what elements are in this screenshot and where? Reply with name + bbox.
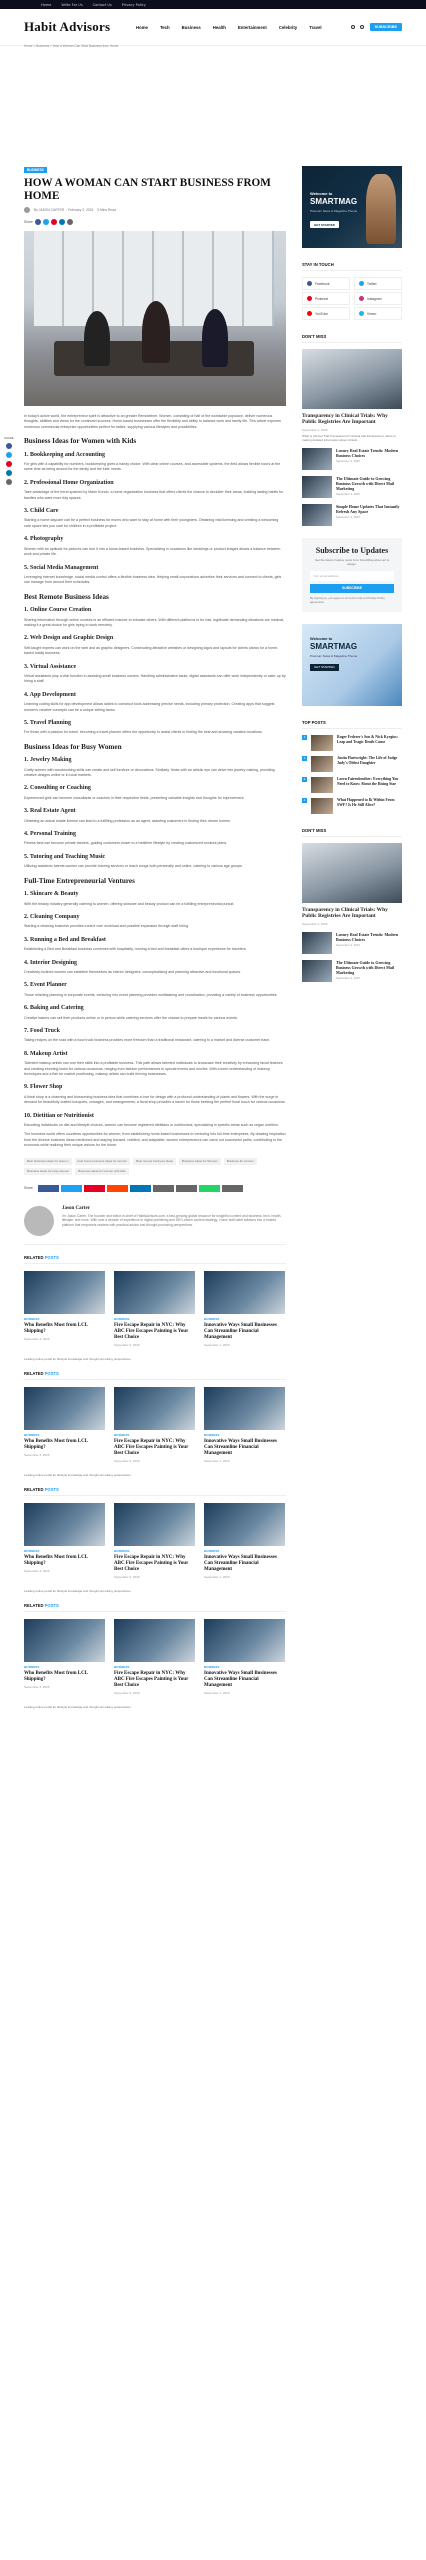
sidebar-ad[interactable]: [302, 166, 402, 248]
social-twitter[interactable]: [354, 277, 402, 290]
author-box: [24, 1206, 286, 1245]
section-heading: Business Ideas for Women with Kids: [24, 437, 137, 446]
related-posts-section: [24, 1603, 286, 1709]
header-icons: [351, 25, 364, 29]
related-date: September 4, 2025: [24, 1452, 50, 1457]
sidebar-item-date: September 3, 2025: [336, 975, 360, 980]
dont-miss-title: DON'T MISS: [302, 334, 402, 343]
sidebar-item-date: September 4, 2025: [336, 942, 360, 947]
email-icon[interactable]: [6, 479, 12, 485]
related-category[interactable]: BUSINESS: [24, 1432, 40, 1437]
sidebar-item-text: [336, 448, 402, 470]
share-facebook-button[interactable]: [38, 1185, 59, 1192]
top-post-title[interactable]: Loren Fairenbrother: Everything You Need to Know About the Rising Star: [337, 776, 399, 786]
article-title: HOW A WOMAN CAN START BUSINESS FROM HOME: [24, 177, 271, 202]
subsection-text: Those relishing planning in corporate events, venturing into event planning provides multitasking and coordination, providing a variety of business opportunities.: [24, 992, 278, 997]
subsection-heading: 1. Online Course Creation: [24, 607, 92, 614]
related-row: [24, 1503, 286, 1579]
related-card[interactable]: [24, 1387, 105, 1463]
featured-image[interactable]: [302, 349, 402, 409]
related-date: September 1, 2025: [204, 1458, 230, 1463]
ad2-brand: SMARTMAG: [310, 641, 358, 651]
nav-item-entertainment[interactable]: Entertainment: [237, 24, 267, 30]
subsection-text: Self-taught experts can work on the web and as graphic designers. Constructing attractive websites or designing logos and layouts for clients allows for a home-based totally business.: [24, 645, 279, 656]
hero-image: [24, 231, 286, 406]
hero-person: [202, 309, 228, 367]
hero-person: [84, 311, 110, 366]
subsection-heading: 3. Virtual Assistance: [24, 663, 77, 670]
linkedin-icon[interactable]: [6, 470, 12, 476]
related-card[interactable]: [114, 1387, 195, 1463]
related-date: September 1, 2025: [204, 1690, 230, 1695]
related-heading-accent: POSTS: [44, 1486, 59, 1492]
ad-figure: [366, 174, 396, 244]
related-card[interactable]: [24, 1271, 105, 1347]
top-posts-title: TOP POSTS: [302, 720, 402, 729]
subsection-text: Learning coding skills for app development allows ladies to construct tools addressing precise needs, including primary protection. Creating apps that suggest women's creative concepts can be a unique selling factor.: [24, 702, 275, 712]
instagram-icon: [359, 296, 364, 301]
ad-brand: SMARTMAG: [310, 197, 358, 206]
tag-link[interactable]: Business for women: [224, 1158, 257, 1165]
facebook-icon[interactable]: [35, 219, 41, 225]
pinterest-icon: [307, 296, 312, 301]
dont-miss-title-2: DON'T MISS: [302, 828, 402, 837]
related-image[interactable]: [24, 1271, 105, 1314]
author-avatar: [24, 207, 30, 213]
dark-mode-icon[interactable]: [351, 25, 355, 29]
subsection-heading: 2. Cleaning Company: [24, 913, 80, 920]
subsection-text: Obtaining an actual estate license can lead to a fulfilling profession as an agent, assisting customers in finding their dream homes.: [24, 818, 231, 823]
tag-link[interactable]: Business ideas for women with kids: [75, 1168, 128, 1175]
tag-list: [24, 1158, 286, 1175]
sidebar-item-title[interactable]: Luxury Real Estate Trends: Modern Business Choices: [336, 447, 399, 458]
related-category[interactable]: BUSINESS: [24, 1664, 40, 1669]
related-category[interactable]: BUSINESS: [24, 1548, 40, 1553]
newsletter-email-input[interactable]: Your email address: [310, 571, 394, 581]
social-label: Twitter: [367, 281, 377, 286]
share-twitter-button[interactable]: [61, 1185, 82, 1192]
author-photo: [24, 1206, 54, 1236]
subsection-heading: 3. Real Estate Agent: [24, 808, 76, 815]
sidebar-item-title[interactable]: Luxury Real Estate Trends: Modern Business Choices: [336, 931, 399, 942]
newsletter-text: Get the latest creative news from SmartMag about art & design.: [314, 557, 390, 566]
social-pinterest[interactable]: [302, 292, 350, 305]
related-date: September 4, 2025: [24, 1568, 50, 1573]
share-copy-link-button[interactable]: [222, 1185, 243, 1192]
top-post-item[interactable]: [302, 798, 402, 814]
related-category[interactable]: BUSINESS: [114, 1432, 130, 1437]
sidebar-item-title[interactable]: Simple Home Updates That Instantly Refresh Any Space: [336, 503, 400, 514]
top-post-title[interactable]: What Happened to Ik Within From SWF? Is He Still Alive?: [337, 797, 395, 807]
top-post-number: 4: [303, 798, 306, 803]
sidebar-thumb[interactable]: [302, 960, 332, 982]
related-date: September 1, 2025: [204, 1574, 230, 1579]
subsection-text: Establishing a Bed and Breakfast business combines with hospitality, running a bed and breakfast offers a boutique experience for travelers.: [24, 947, 247, 952]
social-label: YouTube: [315, 311, 328, 316]
tag-link[interactable]: Best remote business ideas: [133, 1158, 176, 1165]
top-post-title[interactable]: Justin Hartwright: The Life of Judge Judy's Oldest Daughter: [337, 755, 398, 765]
sidebar-thumb[interactable]: [302, 448, 332, 470]
related-title[interactable]: Fire Escape Repair in NYC: Why ABC Fire Escapes Painting is Your Best Choice: [114, 1670, 189, 1688]
tag-link[interactable]: best home business ideas for women: [75, 1158, 131, 1165]
subsection-heading: 4. Interior Designing: [24, 959, 78, 966]
related-date: September 4, 2025: [24, 1684, 50, 1689]
featured-image-2[interactable]: [302, 843, 402, 903]
related-title[interactable]: Fire Escape Repair in NYC: Why ABC Fire Escapes Painting is Your Best Choice: [114, 1322, 189, 1340]
related-heading-word: RELATED: [24, 1370, 44, 1376]
related-description: Leading online portal for lifestyle knowledge and thought-provoking perspectives.: [24, 1472, 132, 1477]
subsection-text: For girls with a capability for numbers, bookkeeping gives a handy choice. With clear online courses, and accessible systems, the field allows flexible hours at the same time as being around for the family and the kids' needs.: [24, 462, 281, 472]
related-card[interactable]: [204, 1271, 285, 1347]
subsection-heading: 4. App Development: [24, 691, 76, 698]
newsletter-box: [302, 538, 402, 612]
stay-in-touch-title: STAY IN TOUCH: [302, 262, 402, 271]
sidebar-item-date: September 4, 2025: [336, 458, 360, 463]
social-instagram[interactable]: [354, 292, 402, 305]
newsletter-title: Subscribe to Updates: [315, 545, 389, 555]
related-category[interactable]: BUSINESS: [114, 1548, 130, 1553]
share-linkedin-button[interactable]: [130, 1185, 151, 1192]
related-heading: [24, 1371, 286, 1380]
featured-date-2: September 4, 2025: [302, 921, 328, 926]
subsection-heading: 4. Personal Training: [24, 831, 76, 838]
author-name[interactable]: By JASON CARTER: [34, 208, 65, 212]
subsection-text: A floral shop is a charming and blossoming business idea that combines a love for design with a profound understanding of plants and flowers. With the surge in demand for beautifully crafted bouquets, corsages, and arrangements, a floral shop provides a haven for those seeking the perfect floral touch for various occasions.: [24, 1094, 286, 1105]
intro-paragraph: In today's active world, the entrepreneur spirit is attractive to an greater Remoteliner. Women, consisting of half of the worldwide populace, deliver numerous thoughts, abilities and views for the continued success. Home-based businesses offer the flexibility and ability to balance work and family life. This article explores numerous commercial enterprise opportunities perfect for ladies, supplying various lifestyles and possibilities.: [24, 414, 281, 429]
top-bar: [0, 0, 426, 9]
share-text: Share: [24, 1186, 33, 1191]
subsection-heading: 2. Professional Home Organization: [24, 479, 114, 486]
sidebar-item-date: September 3, 2025: [336, 491, 360, 496]
related-card[interactable]: [24, 1619, 105, 1695]
vimeo-icon: [359, 311, 364, 316]
related-title[interactable]: Who Benefits Most from LCL Shipping?: [24, 1438, 88, 1450]
related-title[interactable]: Innovative Ways Small Businesses Can Streamline Financial Management: [204, 1322, 277, 1340]
subsection-text: Creatively-inclined women can establish themselves as interior designers, conceptualizing and planning attractive and functional spaces.: [24, 969, 242, 974]
subsection-text: Virtual assistants play a vital function in assisting small business owners. Handling administrative tasks, digital assistants can offer work independently or cater up by hiring a staff.: [24, 673, 286, 684]
related-image[interactable]: [114, 1271, 195, 1314]
ad2-tagline: Premium News & Magazine Theme: [310, 653, 358, 658]
related-category[interactable]: BUSINESS: [114, 1316, 130, 1321]
subsection-heading: 4. Photography: [24, 536, 64, 543]
related-row: [24, 1271, 286, 1347]
subsection-heading: 5. Event Planner: [24, 982, 67, 989]
related-image[interactable]: [204, 1619, 285, 1662]
related-title[interactable]: Fire Escape Repair in NYC: Why ABC Fire Escapes Painting is Your Best Choice: [114, 1554, 189, 1572]
tag-link[interactable]: Best business ideas for women: [24, 1158, 72, 1165]
author-box-bio: I'm Jason Carter, The founder and editor-in-chief of HabitAdvisors.com, a fast-growing global resource for insightful content and business, tech, health, lifestyle, and more. With over a decade of experience in digital publishing and SEO-driven content strategy, I have built habit advisors into a trusted platform that empowers readers with practical advice and thought-provoking perspectives.: [62, 1213, 282, 1227]
related-title[interactable]: Innovative Ways Small Businesses Can Streamline Financial Management: [204, 1670, 277, 1688]
subsection-heading: 5. Travel Planning: [24, 720, 71, 726]
related-image[interactable]: [24, 1503, 105, 1546]
related-date: September 3, 2025: [114, 1690, 140, 1695]
ad2-button[interactable]: GET STARTED: [310, 664, 339, 671]
related-heading: [24, 1603, 286, 1612]
subsection-heading: 1. Jewelry Making: [24, 757, 72, 764]
social-vimeo[interactable]: [354, 307, 402, 320]
related-image[interactable]: [114, 1503, 195, 1546]
subsection-heading: 6. Baking and Catering: [24, 1005, 84, 1012]
featured-title-2[interactable]: Transparency in Clinical Trials: Why Public Registries Are Important: [302, 906, 388, 920]
topbar-link[interactable]: Home: [41, 2, 52, 7]
subsection-heading: 2. Consulting or Coaching: [24, 785, 91, 792]
top-post-item[interactable]: [302, 777, 402, 793]
sidebar-list-item[interactable]: [302, 960, 402, 982]
related-category[interactable]: BUSINESS: [204, 1432, 220, 1437]
share-text: Share: [24, 220, 33, 224]
top-post-thumb[interactable]: [311, 798, 333, 814]
subsection-text: Creative bakers can sell their products online or in person while catering services offer the chance to prepare meals for various events.: [24, 1015, 238, 1020]
subsection-text: Talented makeup artists can turn their skills into a profitable business. This path allows talented individuals to showcase their creativity by enhancing facial features and creating stunning looks for various occasions, ranging from fashion performances to special events and movies. With a keen understanding of makeup techniques and a flair for market positioning, makeup artists can build thriving businesses.: [24, 1061, 283, 1076]
share-reddit-button[interactable]: [107, 1185, 128, 1192]
related-title[interactable]: Who Benefits Most from LCL Shipping?: [24, 1670, 88, 1682]
related-image[interactable]: [114, 1387, 195, 1430]
top-post-number: 3: [303, 777, 306, 782]
subsection-text: With the beauty industry generally catering to women, offering skincare and beauty product can be a fulfilling entrepreneurial pursuit.: [24, 901, 235, 906]
main-nav: [136, 25, 351, 30]
subsection-heading: 10. Dietitian or Nutritionist: [24, 1112, 94, 1119]
related-card[interactable]: [114, 1271, 195, 1347]
ad-line1: Welcome to: [310, 191, 333, 196]
subsection-text: Starting a home daycare can be a perfect business for mums who want to stay at home with their youngsters. Obtaining vital licensing and creating a welcoming care space lets you care for children in a profitable project.: [24, 518, 279, 528]
subsection-heading: 3. Child Care: [24, 508, 59, 515]
subsection-heading: 5. Tutoring and Teaching Music: [24, 853, 106, 860]
subsection-heading: 3. Running a Bed and Breakfast: [24, 936, 106, 943]
related-date: September 4, 2025: [24, 1336, 50, 1341]
subsection-text: Experienced girls can become consultants or coaches in their respective fields, presenting valuable insights and thoughts for improvement.: [24, 795, 245, 800]
related-category[interactable]: BUSINESS: [204, 1664, 220, 1669]
related-category[interactable]: BUSINESS: [204, 1316, 220, 1321]
nav-item-health[interactable]: Health: [212, 24, 226, 30]
read-time: 5 Mins Read: [97, 208, 116, 212]
category-badge[interactable]: BUSINESS: [24, 167, 47, 173]
sidebar-item-date: September 2, 2025: [336, 514, 360, 519]
related-card[interactable]: [204, 1619, 285, 1695]
ad-tagline: Premium News & Magazine Theme: [310, 209, 358, 213]
related-card[interactable]: [24, 1503, 105, 1579]
related-heading-word: RELATED: [24, 1254, 44, 1260]
pinterest-icon[interactable]: [6, 461, 12, 467]
sidebar: [302, 166, 402, 982]
breadcrumb: Home > Business > How a Woman Can Start Business from Home: [24, 44, 119, 48]
sidebar-thumb[interactable]: [302, 504, 332, 526]
share-whatsapp-button[interactable]: [199, 1185, 220, 1192]
top-post-thumb[interactable]: [311, 777, 333, 793]
newsletter-consent[interactable]: By signing up, you agree to our terms and our Privacy Policy agreement.: [310, 595, 385, 604]
related-heading-accent: POSTS: [44, 1602, 59, 1608]
sidebar-thumb[interactable]: [302, 932, 332, 954]
sidebar-item-title[interactable]: The Ultimate Guide to Growing Business Growth with Direct Mail Marketing: [336, 959, 395, 975]
nav-item-celebrity[interactable]: Celebrity: [278, 24, 298, 30]
related-image[interactable]: [204, 1271, 285, 1314]
subsection-text: Women with an aptitude for pictures can turn it into a home-based business. Specializing in occasions like weddings or product images allows a balance between work and private life.: [24, 546, 281, 557]
social-label: Facebook: [315, 281, 330, 286]
sidebar-item-text: [336, 504, 402, 526]
related-date: September 3, 2025: [114, 1574, 140, 1579]
ad2-line1: Welcome to: [310, 635, 333, 641]
sidebar-item-text: [336, 932, 402, 954]
twitter-icon: [359, 281, 364, 286]
author-box-name[interactable]: Jason Carter: [62, 1205, 90, 1211]
site-header: [0, 9, 426, 46]
related-card[interactable]: [114, 1503, 195, 1579]
article-main: [24, 158, 286, 1709]
related-card[interactable]: [204, 1503, 285, 1579]
sidebar-list-item[interactable]: [302, 504, 402, 526]
related-image[interactable]: [114, 1619, 195, 1662]
top-post-title[interactable]: Roger Federer's Son & Nick Kyrgios: Leap and Tragic Death Cause: [337, 734, 398, 744]
share-pinterest-button[interactable]: [84, 1185, 105, 1192]
related-description: Leading online portal for lifestyle knowledge and thought-provoking perspectives.: [24, 1356, 132, 1361]
top-share-bar: [24, 219, 286, 225]
publish-date: February 3, 2023: [68, 208, 94, 212]
bottom-share-bar: [24, 1185, 286, 1192]
top-post-number: 2: [303, 756, 306, 761]
social-label: Instagram: [367, 296, 382, 301]
related-date: September 3, 2025: [114, 1342, 140, 1347]
subsection-text: Fitness fans can become private trainers, guiding customers closer to a healthier lifestyle by creating customized workout plans.: [24, 841, 228, 846]
subsection-text: Crafty women with woodworking skills can create and sell furniture or decorations. Similarly, those with an artistic eye can delve into jewelry making, providing creative designs online or in local markets.: [24, 767, 275, 778]
subsection-heading: 1. Skincare & Beauty: [24, 891, 79, 898]
featured-date: September 4, 2025: [302, 427, 328, 432]
article-body: [24, 414, 286, 1149]
subscribe-button[interactable]: SUBSCRIBE: [370, 23, 402, 31]
subsection-heading: 2. Web Design and Graphic Design: [24, 635, 114, 642]
related-category[interactable]: BUSINESS: [114, 1664, 130, 1669]
article-meta: [24, 207, 286, 213]
subsection-text: Taking recipes on the road with a food truck business provides more freedom than a traditional restaurant, catering to a market and diverse customer base.: [24, 1038, 271, 1043]
related-posts-section: [24, 1371, 286, 1477]
related-posts-section: [24, 1255, 286, 1361]
related-image[interactable]: [24, 1387, 105, 1430]
subsection-heading: 9. Flower Shop: [24, 1084, 63, 1091]
related-category[interactable]: BUSINESS: [24, 1316, 40, 1321]
conclusion-paragraph: The business world offers countless opportunities for women, from establishing home-based businesses to venturing into full-time enterprises. By drawing inspiration from the diverse business ideas mentioned and staying focused, resilient, and adaptable, women entrepreneurs can carve out successful paths, contributing to the economic while realizing their unique visions for the future.: [24, 1132, 286, 1148]
related-title[interactable]: Innovative Ways Small Businesses Can Streamline Financial Management: [204, 1554, 277, 1572]
related-image[interactable]: [24, 1619, 105, 1662]
related-date: September 3, 2025: [114, 1458, 140, 1463]
related-image[interactable]: [204, 1387, 285, 1430]
nav-item-home[interactable]: Home: [136, 24, 148, 30]
nav-item-travel[interactable]: Travel: [309, 24, 322, 30]
related-card[interactable]: [114, 1619, 195, 1695]
related-image[interactable]: [204, 1503, 285, 1546]
related-description: Leading online portal for lifestyle knowledge and thought-provoking perspectives.: [24, 1704, 132, 1709]
topbar-link[interactable]: Write For Us: [61, 2, 83, 7]
twitter-icon[interactable]: [43, 219, 49, 225]
featured-desc: What is Clinical Trial Transparency? Clinical trial transparency refers to making detailed information about clinical...: [302, 433, 396, 442]
site-logo[interactable]: Habit Advisors: [24, 19, 111, 34]
subsection-heading: 5. Social Media Management: [24, 564, 99, 571]
related-title[interactable]: Who Benefits Most from LCL Shipping?: [24, 1322, 88, 1334]
email-icon[interactable]: [67, 219, 73, 225]
subsection-text: Leveraging internet knowledge, social media control offers a flexible business idea. Helping small corporations advertise their services and connect to clients, girls can manage from around their schedules.: [24, 574, 282, 585]
share-email-button[interactable]: [176, 1185, 197, 1192]
section-heading: Business Ideas for Busy Women: [24, 742, 122, 751]
sidebar-item-text: [336, 476, 402, 498]
left-share-bar: [4, 436, 14, 485]
related-description: Leading online portal for lifestyle knowledge and thought-provoking perspectives.: [24, 1588, 132, 1593]
subsection-heading: 8. Makeup Artist: [24, 1050, 68, 1057]
related-category[interactable]: BUSINESS: [204, 1548, 220, 1553]
featured-title[interactable]: Transparency in Clinical Trials: Why Public Registries Are Important: [302, 413, 388, 426]
nav-item-tech[interactable]: Tech: [159, 24, 170, 30]
twitter-icon[interactable]: [6, 452, 12, 458]
subsection-text: Educating individuals on diet and lifestyle choices, women can become registered dietitians or nutritionists, specializing in specific areas such as vegan nutrition.: [24, 1123, 279, 1128]
related-date: September 1, 2025: [204, 1342, 230, 1347]
related-row: [24, 1387, 286, 1463]
top-post-item[interactable]: [302, 756, 402, 772]
related-row: [24, 1619, 286, 1695]
youtube-icon: [307, 311, 312, 316]
pinterest-icon[interactable]: [51, 219, 57, 225]
top-post-thumb[interactable]: [311, 756, 333, 772]
facebook-icon[interactable]: [6, 443, 12, 449]
facebook-icon: [307, 281, 312, 286]
social-label: Pinterest: [315, 296, 329, 301]
subsection-heading: 7. Food Truck: [24, 1027, 60, 1034]
sidebar-item-title[interactable]: The Ultimate Guide to Growing Business Growth with Direct Mail Marketing: [336, 475, 395, 491]
related-posts-section: [24, 1487, 286, 1593]
social-label: Vimeo: [367, 311, 377, 316]
subsection-text: Utilizing academic talents women can provide tutoring services or teach songs both personally and online, catering to various age groups.: [24, 864, 243, 869]
section-heading: Best Remote Business Ideas: [24, 592, 109, 601]
related-heading-accent: POSTS: [44, 1370, 59, 1376]
sidebar-list-item[interactable]: [302, 448, 402, 470]
related-heading-word: RELATED: [24, 1602, 44, 1608]
subsection-text: Starting a cleaning business provides control over workload and possible expansion through staff hiring.: [24, 924, 189, 929]
subsection-text: Take advantage of the trend sparked by Marie Kondo, a home organization business that offers clients the chance to declutter their areas, building lasting habits for families who want more tidy spaces.: [24, 490, 284, 500]
share-label: SHARE: [4, 436, 14, 440]
subsection-text: For those with a passion for travel, becoming a travel planner offers the opportunity to assist clients in finding the best and amazing vacation locations.: [24, 730, 263, 735]
social-grid: [302, 277, 402, 320]
top-post-number: 1: [303, 735, 306, 740]
topbar-link[interactable]: Privacy Policy: [121, 2, 146, 7]
hero-person: [142, 301, 170, 363]
subsection-text: Sharing information through online courses is an efficient manner to educate others. With different platforms to be had, legitimate demanding situations are minimal, making it a great choice for girls trying to work remotely.: [24, 617, 285, 627]
related-title[interactable]: Innovative Ways Small Businesses Can Streamline Financial Management: [204, 1438, 277, 1456]
related-card[interactable]: [204, 1387, 285, 1463]
linkedin-icon[interactable]: [59, 219, 65, 225]
social-youtube[interactable]: [302, 307, 350, 320]
nav-item-business[interactable]: Business: [181, 24, 201, 30]
search-icon[interactable]: [360, 25, 364, 29]
share-tumblr-button[interactable]: [153, 1185, 174, 1192]
ad-button[interactable]: GET STARTED: [310, 221, 339, 228]
sidebar-ad-2[interactable]: [302, 624, 402, 706]
tag-link[interactable]: Business ideas for busy women: [24, 1168, 72, 1175]
top-post-item[interactable]: [302, 735, 402, 751]
related-heading: [24, 1487, 286, 1496]
newsletter-subscribe-button[interactable]: SUBSCRIBE: [310, 584, 394, 593]
sidebar-item-text: [336, 960, 402, 982]
related-title[interactable]: Who Benefits Most from LCL Shipping?: [24, 1554, 88, 1566]
subsection-heading: 1. Bookkeeping and Accounting: [24, 451, 106, 458]
sidebar-list-item[interactable]: [302, 932, 402, 954]
related-heading-word: RELATED: [24, 1486, 44, 1492]
section-heading: Full-Time Entrepreneurial Ventures: [24, 876, 135, 885]
top-post-thumb[interactable]: [311, 735, 333, 751]
related-heading: [24, 1255, 286, 1264]
sidebar-thumb[interactable]: [302, 476, 332, 498]
related-title[interactable]: Fire Escape Repair in NYC: Why ABC Fire Escapes Painting is Your Best Choice: [114, 1438, 189, 1456]
sidebar-list-item[interactable]: [302, 476, 402, 498]
social-facebook[interactable]: [302, 277, 350, 290]
topbar-link[interactable]: Contact Us: [92, 2, 112, 7]
tag-link[interactable]: Business Ideas for Women: [179, 1158, 221, 1165]
related-heading-accent: POSTS: [44, 1254, 59, 1260]
